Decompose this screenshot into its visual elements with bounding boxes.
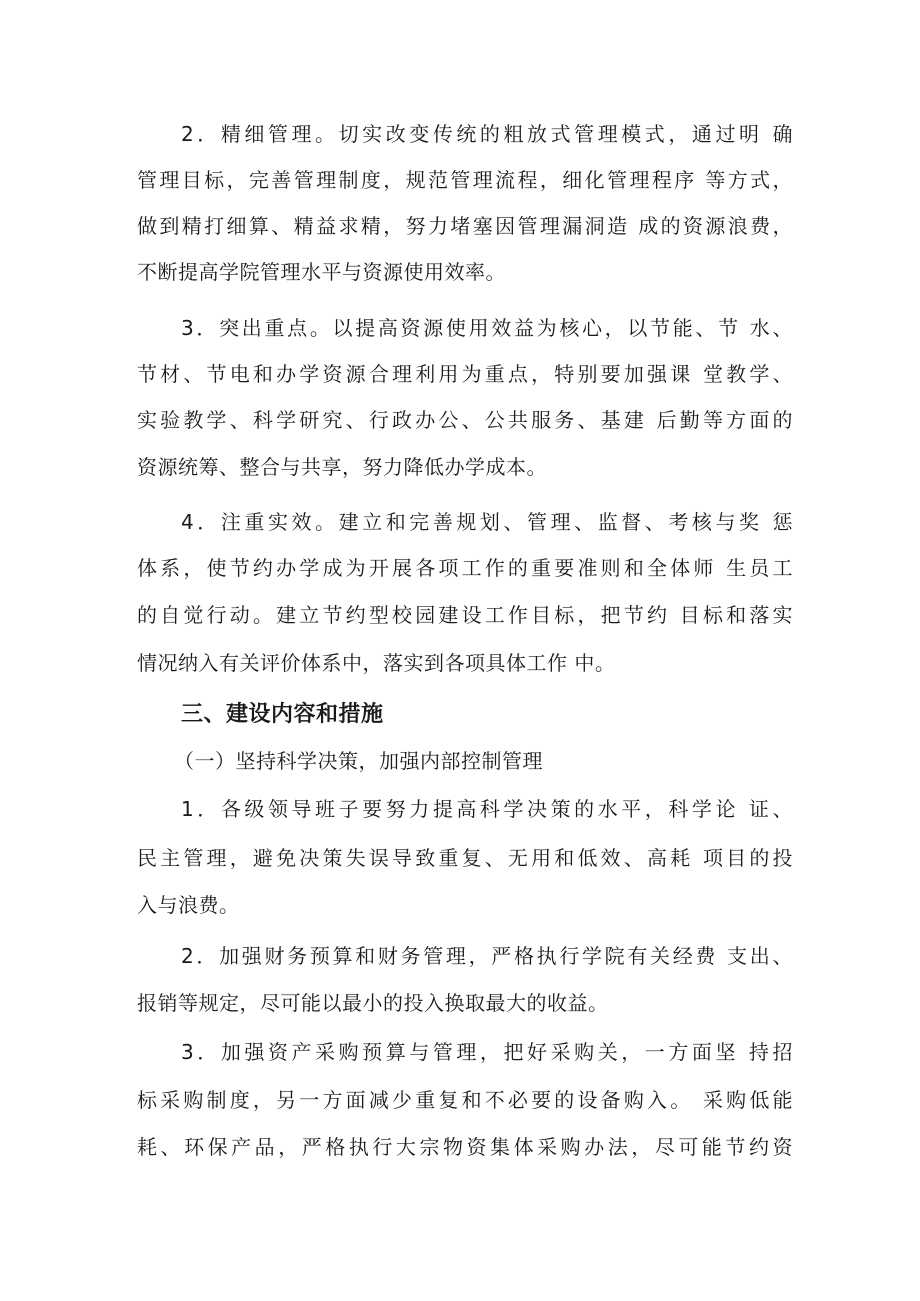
paragraph-line: 1．各级领导班子要努力提高科学决策的水平，科学论 证、 [181,797,793,821]
paragraph-line: 标采购制度，另一方面减少重复和不必要的设备购入。 采购低能 [137,1088,793,1112]
paragraph-line: 做到精打细算、精益求精，努力堵塞因管理漏洞造 成的资源浪费， [137,214,793,238]
paragraph-line: 入与浪费。 [137,893,240,917]
paragraph-line: 2．精细管理。切实改变传统的粗放式管理模式，通过明 确 [181,122,793,146]
paragraph-line: 情况纳入有关评价体系中，落实到各项具体工作 中。 [137,651,616,675]
paragraph-line: 4．注重实效。建立和完善规划、管理、监督、考核与奖 惩 [181,510,793,534]
paragraph-line: 3．加强资产采购预算与管理，把好采购关，一方面坚 持招 [181,1040,793,1064]
paragraph-line: 耗、环保产品，严格执行大宗物资集体采购办法，尽可能节约资 [137,1135,793,1159]
sub-heading: （一）坚持科学决策，加强内部控制管理 [174,749,543,773]
paragraph-line: 节材、节电和办学资源合理利用为重点，特别要加强课 堂教学、 [137,362,793,386]
paragraph-line: 2．加强财务预算和财务管理，严格执行学院有关经费 支出、 [181,944,793,968]
paragraph-line: 体系，使节约办学成为开展各项工作的重要准则和全体师 生员工 [137,556,793,580]
paragraph-line: 实验教学、科学研究、行政办公、公共服务、基建 后勤等方面的 [137,408,793,432]
paragraph-line: 3．突出重点。以提高资源使用效益为核心，以节能、节 水、 [181,316,793,340]
paragraph-line: 的自觉行动。建立节约型校园建设工作目标，把节约 目标和落实 [137,603,793,627]
paragraph-line: 管理目标，完善管理制度，规范管理流程，细化管理程序 等方式， [137,168,793,192]
section-heading: 三、建设内容和措施 [181,702,384,727]
paragraph-line: 报销等规定，尽可能以最小的投入换取最大的收益。 [137,991,609,1015]
paragraph-line: 不断提高学院管理水平与资源使用效率。 [137,260,506,284]
paragraph-line: 民主管理，避免决策失误导致重复、无用和低效、高耗 项目的投 [137,846,793,870]
paragraph-line: 资源统筹、整合与共享，努力降低办学成本。 [137,455,547,479]
